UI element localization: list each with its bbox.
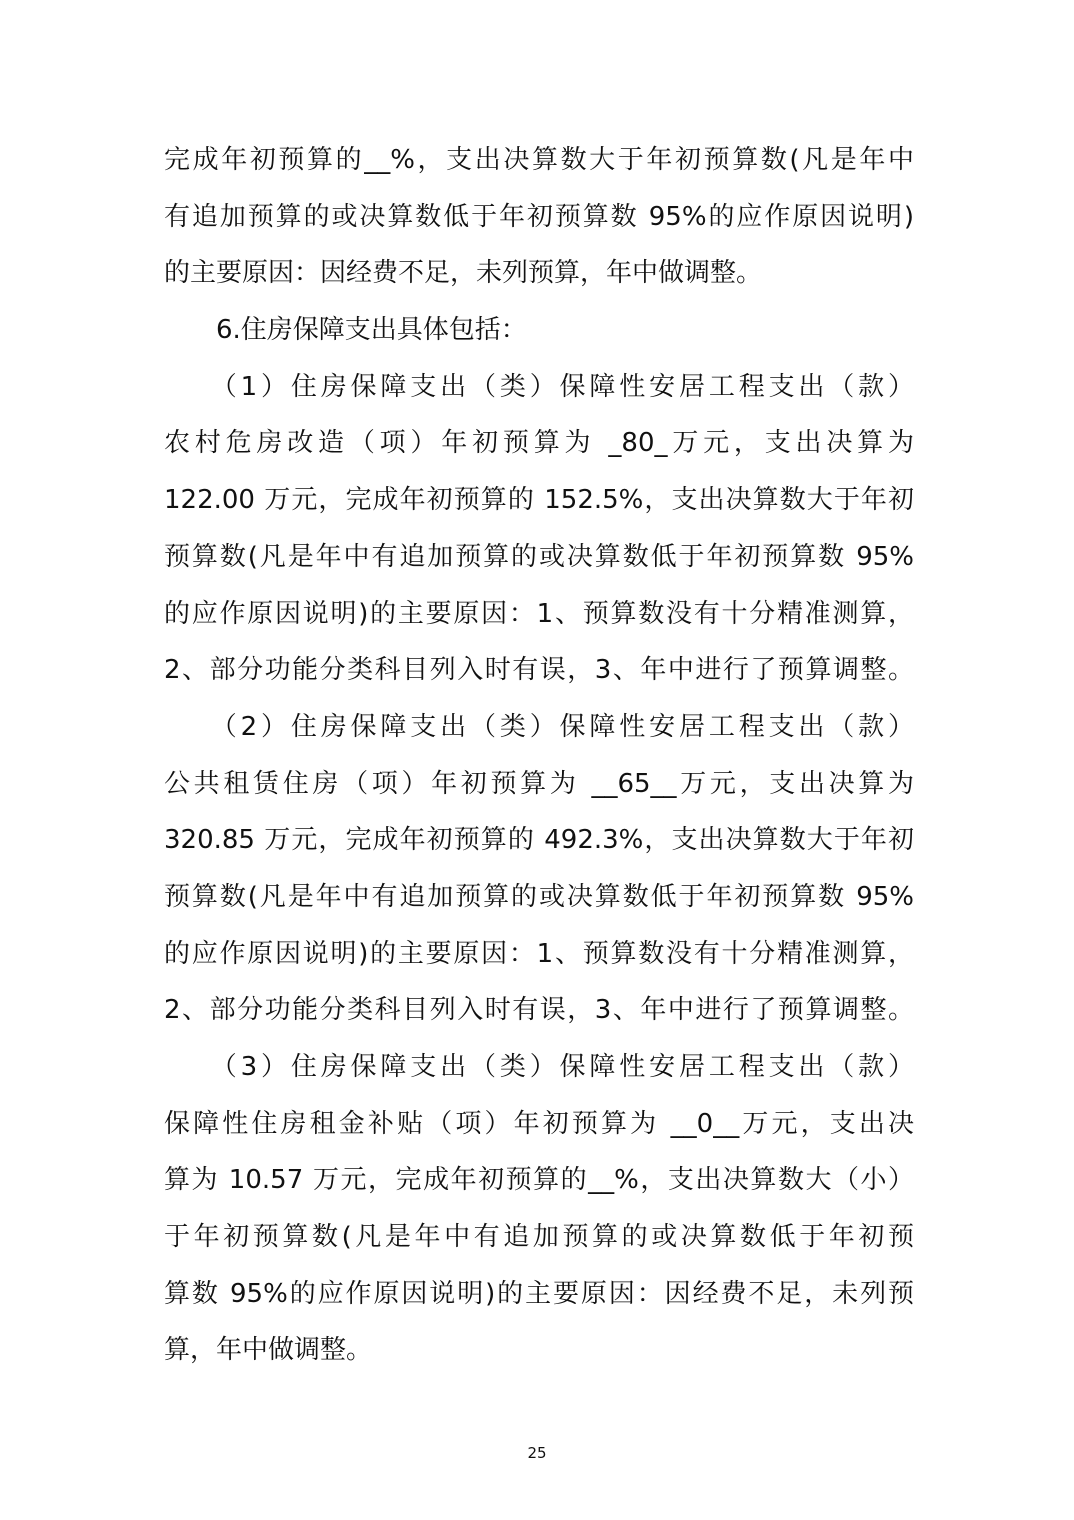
text-line: 于年初预算数(凡是年中有追加预算的或决算数低于年初预 [164,1222,914,1253]
text-line: 算，年中做调整。 [164,1335,373,1366]
item-3-heading: （3）住房保障支出（类）保障性安居工程支出（款） [164,1052,914,1082]
text-line: 的主要原因：因经费不足，未列预算，年中做调整。 [164,258,763,289]
text-line: 农村危房改造（项）年初预算为 _80_万元，支出决算为 [164,428,914,459]
text-line: 预算数(凡是年中有追加预算的或决算数低于年初预算数 95% [164,541,914,572]
text-line: 预算数(凡是年中有追加预算的或决算数低于年初预算数 95% [164,881,914,912]
text-line: 320.85 万元，完成年初预算的 492.3%，支出决算数大于年初 [164,825,914,856]
text-line: 的应作原因说明)的主要原因：1、预算数没有十分精准测算， [164,938,914,969]
section-heading: 6.住房保障支出具体包括： [164,315,527,346]
text-line: 2、部分功能分类科目列入时有误，3、年中进行了预算调整。 [164,655,914,686]
text-line: 的应作原因说明)的主要原因：1、预算数没有十分精准测算， [164,598,914,629]
text-line: 公共租赁住房（项）年初预算为 __65__万元，支出决算为 [164,768,914,799]
item-1-heading: （1）住房保障支出（类）保障性安居工程支出（款） [164,371,914,402]
text-line: 算为 10.57 万元，完成年初预算的__%，支出决算数大（小） [164,1165,914,1196]
text-line: 完成年初预算的__%，支出决算数大于年初预算数(凡是年中 [164,145,914,175]
item-2-heading: （2）住房保障支出（类）保障性安居工程支出（款） [164,711,914,742]
body-text [164,132,914,1379]
page-number: 25 [527,1444,547,1462]
text-line: 算数 95%的应作原因说明)的主要原因：因经费不足，未列预 [164,1278,914,1309]
text-line: 有追加预算的或决算数低于年初预算数 95%的应作原因说明) [164,201,914,232]
text-line: 122.00 万元，完成年初预算的 152.5%，支出决算数大于年初 [164,485,914,516]
text-line: 2、部分功能分类科目列入时有误，3、年中进行了预算调整。 [164,995,914,1026]
text-line: 保障性住房租金补贴（项）年初预算为 __0__万元，支出决 [164,1108,914,1139]
